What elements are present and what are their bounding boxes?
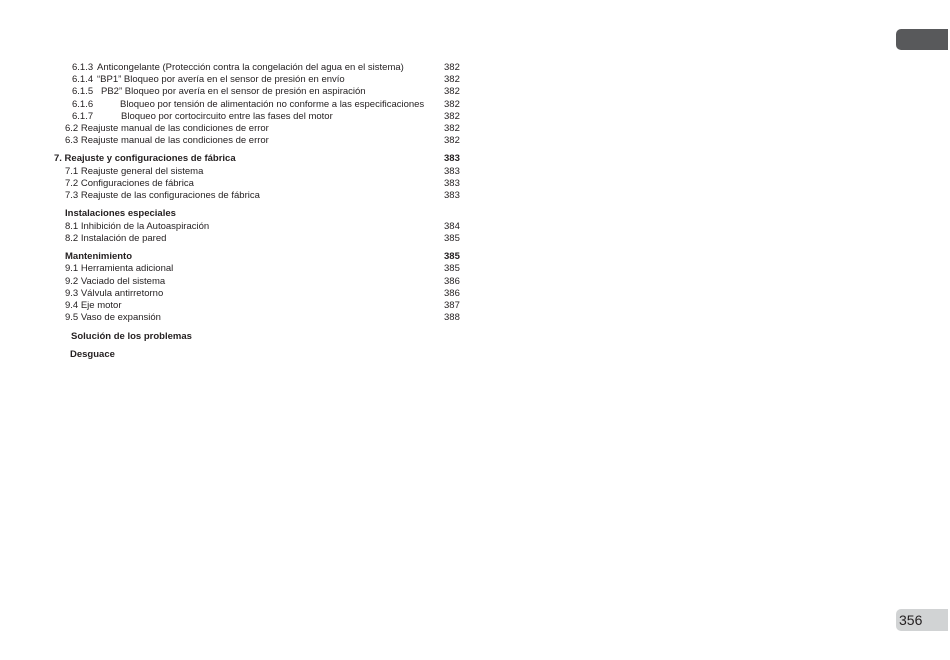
toc-entry-page: 382: [444, 74, 460, 85]
toc-entry-text: Anticongelante (Protección contra la congelación del agua en el sistema): [97, 62, 404, 73]
toc-entry-page: 382: [444, 111, 460, 122]
toc-entry-text: Bloqueo por cortocircuito entre las fases del motor: [121, 111, 333, 122]
toc-entry-text: 8.1 Inhibición de la Autoaspiración: [65, 221, 210, 232]
toc-entry-text: 7.3 Reajuste de las configuraciones de fábrica: [65, 190, 260, 201]
toc-entry-text: 9.1 Herramienta adicional: [65, 263, 174, 274]
language-tab: [896, 29, 948, 50]
toc-entry-text: 7.1 Reajuste general del sistema: [65, 166, 204, 177]
toc-entry-text: 9.5 Vaso de expansión: [65, 312, 161, 323]
toc-entry-number: 6.1.4: [72, 74, 94, 85]
toc-entry-text: 9.2 Vaciado del sistema: [65, 276, 166, 287]
toc-section-title: Instalaciones especiales: [65, 208, 176, 219]
toc-entry-page: 382: [444, 123, 460, 134]
toc-entry-page: 383: [444, 153, 460, 164]
toc-section-title: Desguace: [70, 349, 115, 360]
toc-entry-page: 385: [444, 233, 460, 244]
toc-entry-text: 9.4 Eje motor: [65, 300, 122, 311]
toc-entry-text: Bloqueo por tensión de alimentación no conforme a las especificaciones: [120, 99, 425, 110]
table-of-contents: [0, 0, 470, 660]
toc-entry-page: 383: [444, 178, 460, 189]
toc-entry-page: 388: [444, 312, 460, 323]
toc-entry-text: 8.2 Instalación de pared: [65, 233, 167, 244]
toc-entry-page: 382: [444, 135, 460, 146]
toc-entry-page: 386: [444, 276, 460, 287]
toc-entry-page: 384: [444, 221, 460, 232]
toc-entry-page: 386: [444, 288, 460, 299]
toc-entry-page: 387: [444, 300, 460, 311]
toc-entry-page: 383: [444, 190, 460, 201]
page-number: 356: [896, 609, 948, 631]
toc-entry-number: 6.1.5: [72, 86, 94, 97]
toc-entry-number: 6.1.7: [72, 111, 94, 122]
toc-entry-page: 382: [444, 62, 460, 73]
toc-entry-page: 382: [444, 99, 460, 110]
toc-entry-text: 9.3 Válvula antirretorno: [65, 288, 164, 299]
toc-entry-text: 7.2 Configuraciones de fábrica: [65, 178, 194, 189]
toc-section-title: Mantenimiento: [65, 251, 133, 262]
toc-entry-text: 6.2 Reajuste manual de las condiciones de error: [65, 123, 269, 134]
toc-entry-text: 6.3 Reajuste manual de las condiciones de error: [65, 135, 269, 146]
toc-section-title: Solución de los problemas: [71, 331, 192, 342]
toc-entry-text: PB2” Bloqueo por avería en el sensor de presión en aspiración: [101, 86, 366, 97]
toc-entry-page: 382: [444, 86, 460, 97]
toc-entry-page: 385: [444, 263, 460, 274]
toc-entry-page: 385: [444, 251, 460, 262]
toc-entry-number: 6.1.6: [72, 99, 94, 110]
toc-entry-text: “BP1” Bloqueo por avería en el sensor de presión en envío: [97, 74, 345, 85]
toc-section-title: 7. Reajuste y configuraciones de fábrica: [54, 153, 236, 164]
toc-entry-page: 383: [444, 166, 460, 177]
toc-entry-number: 6.1.3: [72, 62, 94, 73]
